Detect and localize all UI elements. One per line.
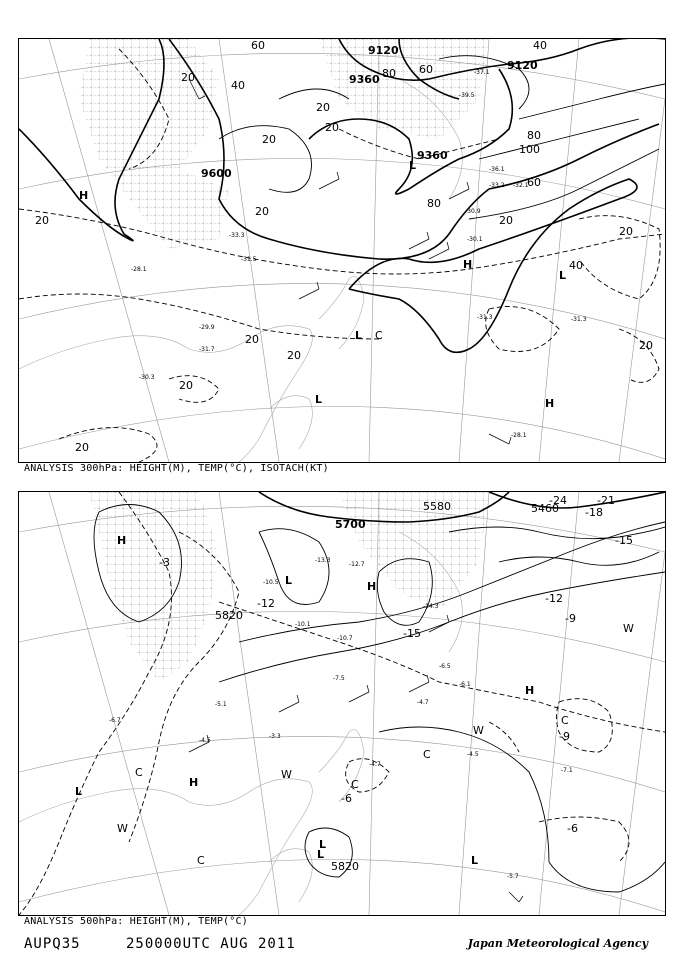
pressure-center: L — [285, 574, 293, 587]
pressure-center: C — [375, 329, 383, 342]
temp-value: -31.3 — [477, 314, 493, 321]
pressure-center: L — [319, 838, 327, 851]
pressure-center: H — [117, 534, 127, 547]
isotach-label: 20 — [639, 339, 653, 352]
isotach-label: 60 — [251, 39, 265, 52]
height-label: 5460 — [531, 502, 559, 515]
temp-value: -39.5 — [459, 92, 475, 99]
station-value: -3.3 — [269, 733, 281, 740]
isotherm-label: -6 — [567, 822, 578, 835]
isotach-label: 20 — [179, 379, 193, 392]
isotach-label: 20 — [316, 101, 330, 114]
temp-value: -33.3 — [229, 232, 245, 239]
agency-name: Japan Meteorological Agency — [467, 937, 648, 950]
isotach-label: 20 — [181, 71, 195, 84]
isotach-label: 20 — [75, 441, 89, 454]
temp-value: -29.9 — [199, 324, 215, 331]
isotach-label: 20 — [245, 333, 259, 346]
isotach-label: 20 — [287, 349, 301, 362]
isotach-label: 100 — [519, 143, 540, 156]
temp-value: -36.1 — [489, 166, 505, 173]
height-label: 9600 — [201, 167, 232, 180]
isotach-label: 20 — [619, 225, 633, 238]
height-label: 9360 — [417, 149, 448, 162]
pressure-center: H — [367, 580, 377, 593]
station-value: -10.5 — [263, 579, 279, 586]
height-label: 9120 — [507, 59, 538, 72]
temp-value: -37.1 — [474, 69, 490, 76]
station-value: -13.3 — [315, 557, 331, 564]
map-300hpa — [18, 38, 666, 463]
pressure-center: L — [315, 393, 323, 406]
map-500hpa-canvas — [19, 492, 665, 915]
temp-value: -28.1 — [131, 266, 147, 273]
height-label: 9120 — [368, 44, 399, 57]
isotherm-label: -21 — [597, 494, 615, 507]
height-label: 5580 — [423, 500, 451, 513]
isotach-label: 20 — [255, 205, 269, 218]
pressure-center: C — [135, 766, 143, 779]
pressure-center: W — [281, 768, 292, 781]
pressure-center: L — [409, 159, 417, 172]
pressure-center: C — [423, 748, 431, 761]
station-value: -14.3 — [423, 603, 439, 610]
station-value: -5.1 — [215, 701, 227, 708]
pressure-center: L — [559, 269, 567, 282]
temp-value: -28.1 — [511, 432, 527, 439]
isotherm-label: -9 — [565, 612, 576, 625]
isotach-label: 80 — [382, 67, 396, 80]
isotach-label: 40 — [231, 79, 245, 92]
station-value: -7.1 — [561, 767, 573, 774]
station-value: -4.5 — [199, 737, 211, 744]
isotach-label: 80 — [427, 197, 441, 210]
station-value: -5.7 — [507, 873, 519, 880]
temp-value: -30.1 — [467, 236, 483, 243]
pressure-center: H — [463, 258, 473, 271]
coastlines — [19, 532, 462, 915]
isotherm-label: -9 — [559, 730, 570, 743]
hatched-area-west — [89, 492, 219, 682]
chart-code: AUPQ35 — [24, 936, 81, 952]
pressure-center: W — [623, 622, 634, 635]
height-label: 5700 — [335, 518, 366, 531]
chart-caption-500hpa: ANALYSIS 500hPa: HEIGHT(M), TEMP(°C) — [24, 916, 248, 927]
isotach-label: 20 — [35, 214, 49, 227]
pressure-center: L — [317, 848, 325, 861]
hatched-area-north — [339, 492, 489, 612]
temp-value: -33.2 — [489, 182, 505, 189]
pressure-center: H — [79, 189, 89, 202]
coastlines — [19, 79, 462, 462]
station-value: -4.5 — [467, 751, 479, 758]
height-label: 5820 — [215, 609, 243, 622]
station-value: -4.7 — [417, 699, 429, 706]
isotherm-label: -18 — [585, 506, 603, 519]
hatched-area-west — [79, 39, 229, 249]
pressure-center: C — [197, 854, 205, 867]
temp-value: -31.5 — [241, 256, 257, 263]
isotach-label: 40 — [533, 39, 547, 52]
station-value: -6.5 — [439, 663, 451, 670]
isotherm-label: -3 — [159, 556, 170, 569]
map-500hpa — [18, 491, 666, 916]
isotherm-label: -15 — [615, 534, 633, 547]
temp-value: -32.1 — [513, 182, 529, 189]
isotherm-label: -15 — [403, 627, 421, 640]
height-label: 5820 — [331, 860, 359, 873]
station-value: -4.7 — [369, 761, 381, 768]
pressure-center: C — [561, 714, 569, 727]
pressure-center: H — [189, 776, 199, 789]
temp-value: -31.7 — [199, 346, 215, 353]
station-value: -12.7 — [349, 561, 365, 568]
height-label: 9360 — [349, 73, 380, 86]
temp-value: -31.3 — [571, 316, 587, 323]
valid-time: 250000UTC AUG 2011 — [126, 936, 296, 952]
chart-caption-300hpa: ANALYSIS 300hPa: HEIGHT(M), TEMP(°C), ISOTACH(KT) — [24, 463, 329, 474]
pressure-center: L — [471, 854, 479, 867]
isotach-label: 20 — [325, 121, 339, 134]
temp-value: -30.3 — [139, 374, 155, 381]
station-value: -7.5 — [333, 675, 345, 682]
pressure-center: L — [75, 785, 83, 798]
station-value: -10.1 — [295, 621, 311, 628]
isotherm-label: -6 — [341, 792, 352, 805]
station-value: -10.7 — [337, 635, 353, 642]
isotherm-label: -12 — [257, 597, 275, 610]
pressure-center: C — [351, 778, 359, 791]
isotach-label: 40 — [569, 259, 583, 272]
isotherm-label: -12 — [545, 592, 563, 605]
station-value: -6.7 — [109, 717, 121, 724]
station-value: -6.1 — [459, 681, 471, 688]
isotach-label: 80 — [527, 129, 541, 142]
pressure-center: W — [117, 822, 128, 835]
pressure-center: L — [355, 329, 363, 342]
pressure-center: H — [545, 397, 555, 410]
isotherm-label: -24 — [549, 494, 567, 507]
pressure-center: H — [525, 684, 535, 697]
isotach-label: 60 — [419, 63, 433, 76]
isotach-label: 60 — [527, 176, 541, 189]
pressure-center: W — [473, 724, 484, 737]
map-300hpa-canvas — [19, 39, 665, 462]
isotach-label: 20 — [499, 214, 513, 227]
temp-value: -30.9 — [465, 208, 481, 215]
isotach-label: 20 — [262, 133, 276, 146]
